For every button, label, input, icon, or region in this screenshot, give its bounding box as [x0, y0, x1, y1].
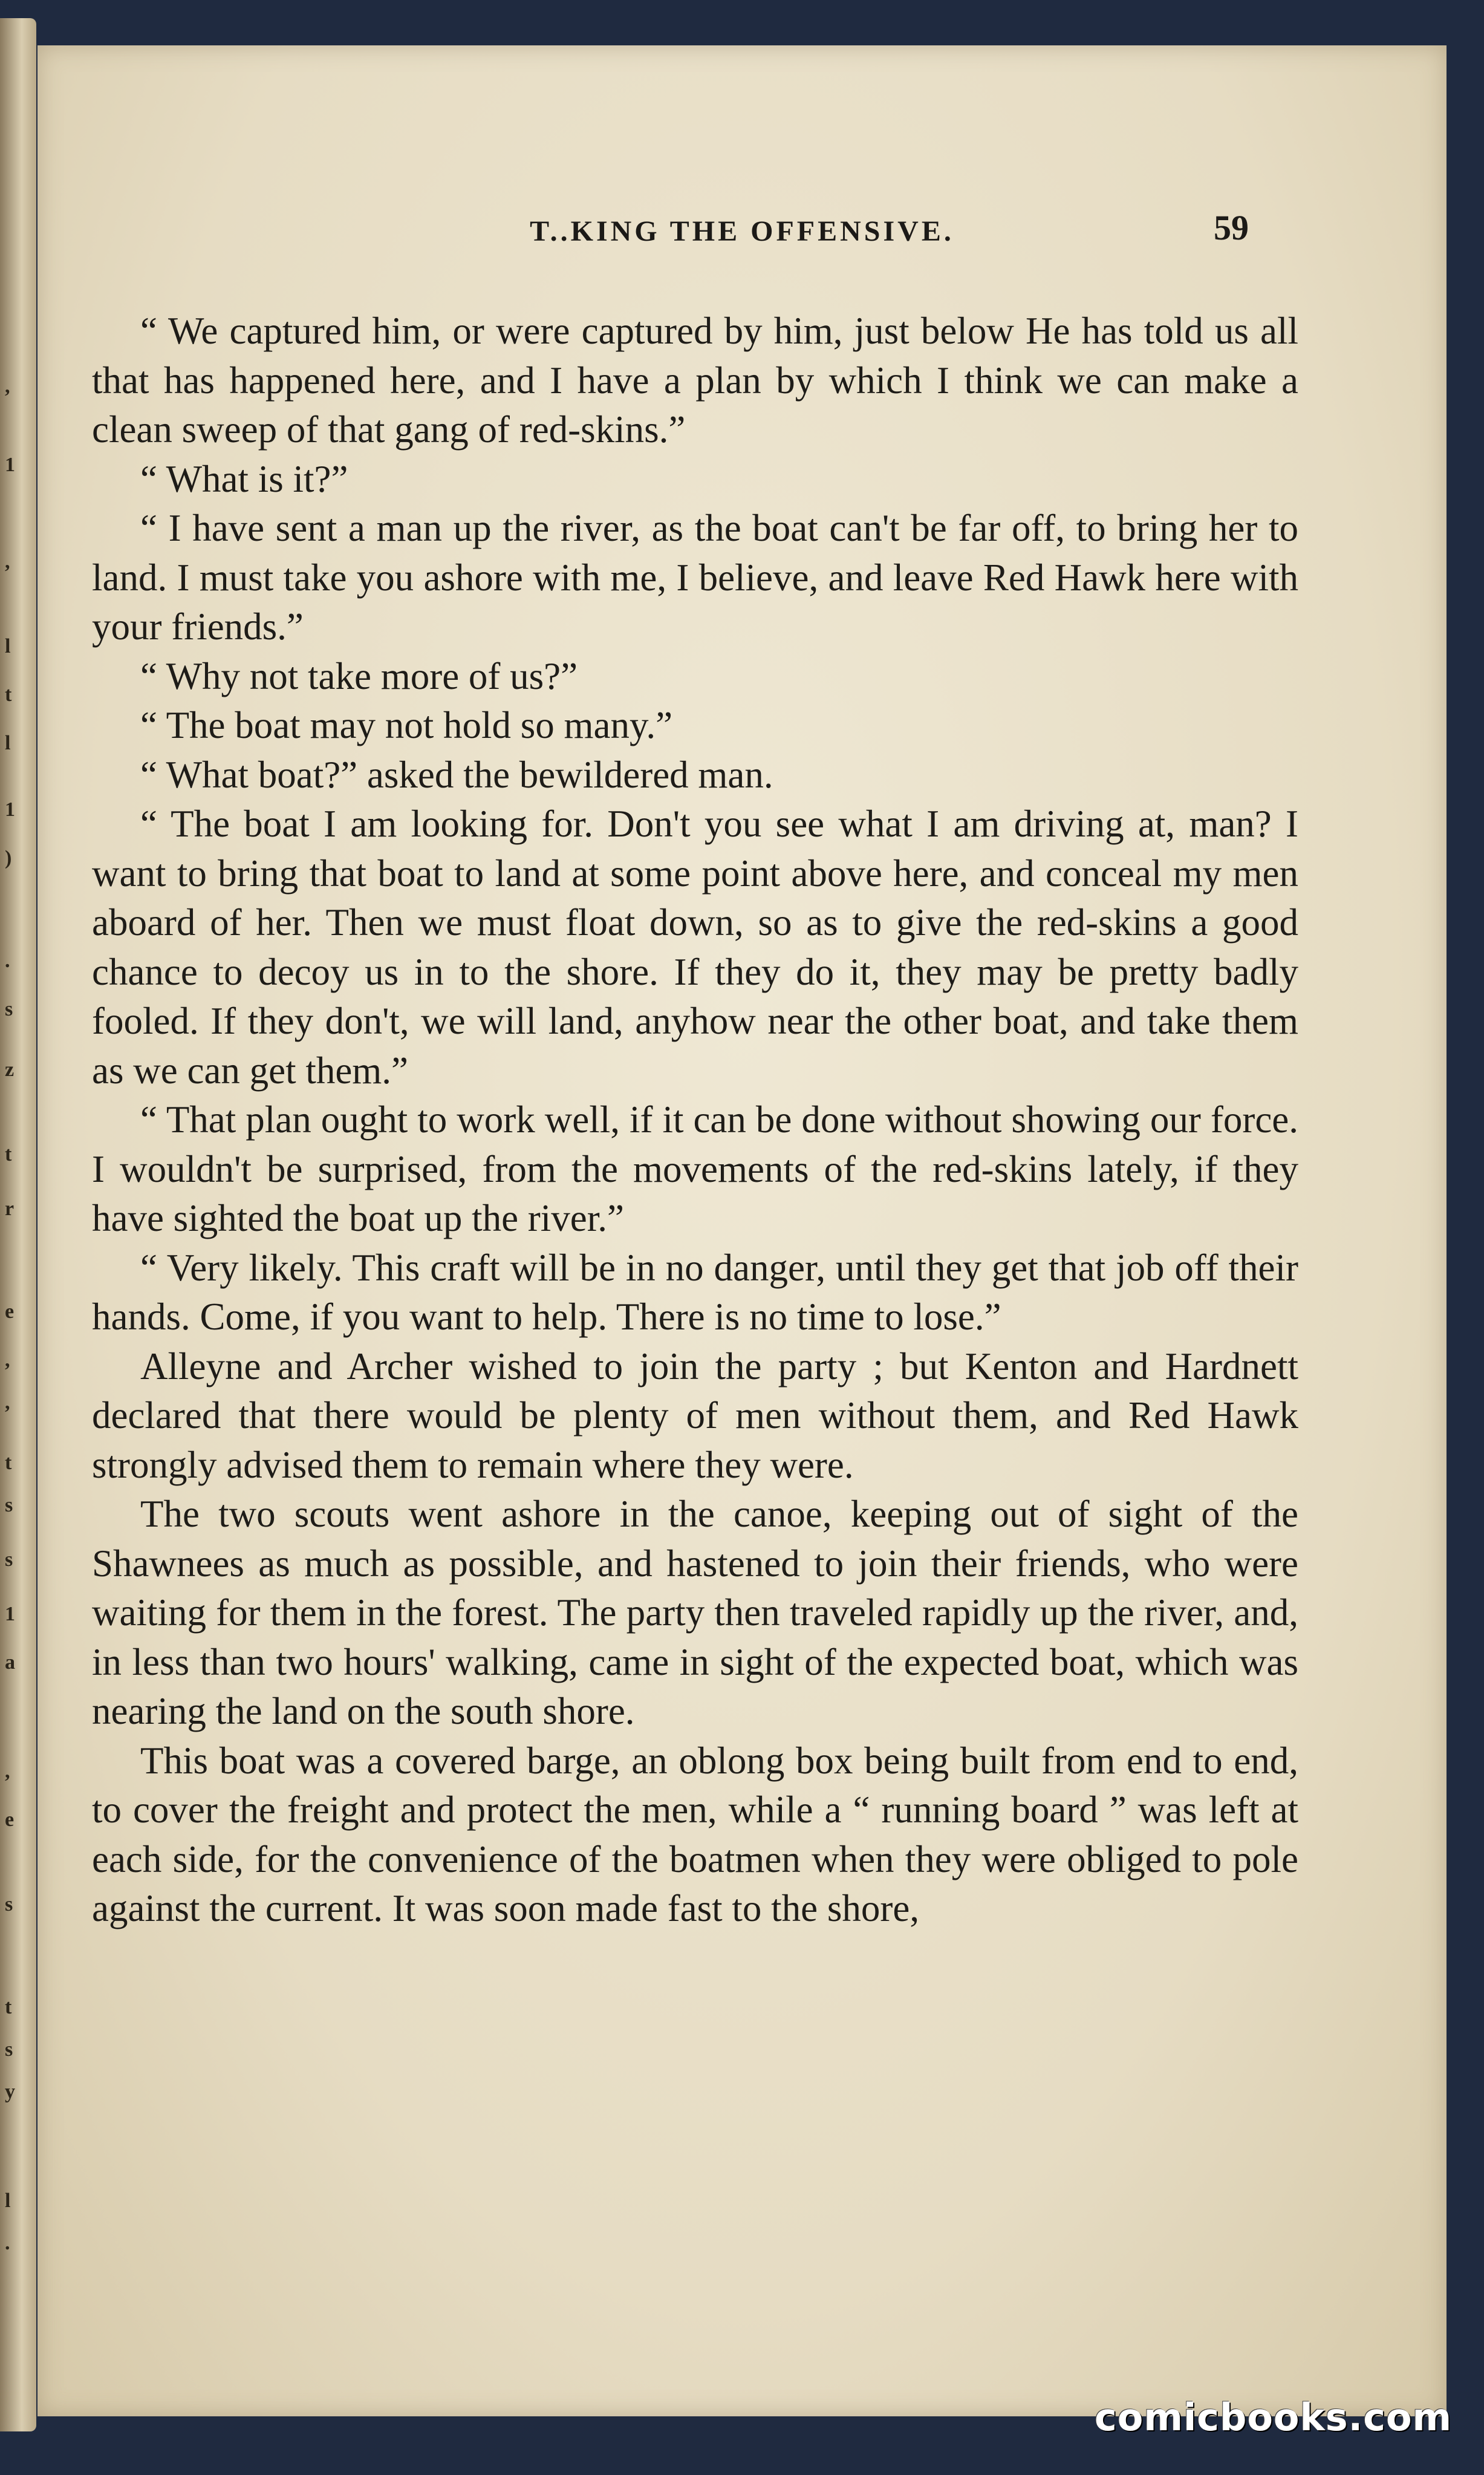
left-mark: , — [5, 1349, 10, 1371]
left-mark: s — [5, 1494, 13, 1516]
left-mark: s — [5, 1893, 13, 1916]
left-mark: . — [5, 950, 10, 972]
left-mark: , — [5, 375, 10, 397]
paragraph: Alleyne and Archer wished to join the party ; but Kenton and Hardnett declared that there would be plenty of men without them, and Red Hawk strongly advised them to remain where they were. — [92, 1345, 1298, 1486]
left-mark: t — [5, 1996, 12, 2018]
left-mark: . — [5, 2232, 10, 2254]
left-mark: , — [5, 1760, 10, 1782]
paragraph: “ That plan ought to work well, if it can be done without showing our force. I wouldn't be surprised, from the movements of the red-skins lately, if they have sighted the boat up the river.” — [92, 1098, 1298, 1239]
left-mark: t — [5, 683, 12, 706]
left-mark: l — [5, 635, 11, 657]
left-page-marks — [5, 18, 29, 2431]
paragraph: “ What boat?” asked the bewildered man. — [140, 753, 773, 796]
book-page — [37, 45, 1447, 2416]
paragraph: “ The boat may not hold so many.” — [140, 704, 673, 746]
paragraph: “ Why not take more of us?” — [140, 654, 578, 697]
watermark-logo: comicbooks.com — [1095, 2395, 1453, 2439]
left-mark: , — [5, 550, 10, 573]
left-mark: 1 — [5, 1603, 15, 1625]
left-mark: 1 — [5, 454, 15, 476]
paragraph: “ Very likely. This craft will be in no danger, until they get that job off their hands. Come, if you want to help. There is no time to lose.” — [92, 1246, 1298, 1338]
left-mark: l — [5, 732, 11, 754]
running-head: T..KING THE OFFENSIVE. — [530, 215, 954, 247]
paragraph: “ I have sent a man up the river, as the boat can't be far off, to bring her to land. I must take you ashore with me, I believe, and leave Red Hawk here with your friends.” — [92, 507, 1298, 648]
paragraph: This boat was a covered barge, an oblong box being built from end to end, to cover the freight and protect the men, while a “ running board ” was left at each side, for the convenience of the boatmen when they were obliged to pole against the current. It was soon made fast to the shore, — [92, 1739, 1298, 1929]
paragraph: “ What is it?” — [140, 457, 348, 500]
paragraph: The two scouts went ashore in the canoe, keeping out of sight of the Shawnees as much as possible, and hastened to join their friends, who were waiting for them in the forest. The party then traveled rapidly up the river, and, in less than two hours' walking, came in sight of the expected boat, which was nearing the land on the south shore. — [92, 1493, 1298, 1732]
left-mark: e — [5, 1808, 15, 1831]
left-mark: s — [5, 998, 13, 1020]
left-mark: s — [5, 2038, 13, 2061]
left-mark: l — [5, 2190, 11, 2212]
left-mark: t — [5, 1452, 12, 1474]
left-mark: e — [5, 1300, 15, 1323]
left-page-edge — [0, 18, 36, 2431]
left-mark: ) — [5, 847, 12, 869]
left-mark: , — [5, 1391, 10, 1414]
paragraph: “ The boat I am looking for. Don't you see what I am driving at, man? I want to bring that boat to land at some point above here, and conceal my men aboard of her. Then we must float down, so as to give the red-skins a good chance to decoy us in to the shore. If they do it, they may be pretty badly fooled. If they don't, we will land, anyhow near the other boat, and take them as we can get them.” — [92, 803, 1298, 1092]
left-mark: r — [5, 1198, 15, 1220]
left-mark: 1 — [5, 798, 15, 821]
left-mark: s — [5, 1548, 13, 1571]
paragraph: “ We captured him, or were captured by him, just below He has told us all that has happened here, and I have a plan by which I think we can make a clean sweep of that gang of red-skins.” — [92, 310, 1298, 451]
left-mark: z — [5, 1058, 15, 1081]
page-body-text — [92, 307, 1298, 1934]
left-mark: t — [5, 1143, 12, 1166]
left-mark: y — [5, 2081, 15, 2103]
left-mark: a — [5, 1651, 15, 1674]
page-number: 59 — [1214, 208, 1249, 247]
